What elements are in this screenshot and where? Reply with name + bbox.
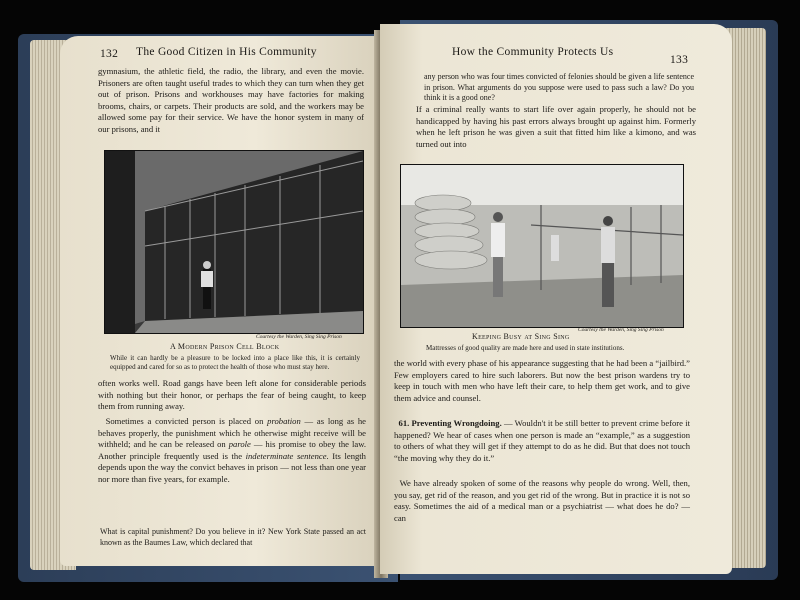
right-figure-caption: Mattresses of good quality are made here and used in state institutions. bbox=[426, 344, 625, 352]
left-figure-courtesy: Courtesy the Warden, Sing Sing Prison bbox=[256, 334, 342, 340]
left-figure-caption: While it can hardly be a pleasure to be locked into a place like this, it is certainly equipped and cared for so as to protect the health of those who must stay here. bbox=[110, 354, 360, 371]
prison-cell-block-photo bbox=[104, 150, 364, 334]
left-paragraph-top: gymnasium, the athletic field, the radio, the library, and even the movie. Prisoners are often taught useful trades to which they can turn when they get out of prison. Prisons and workhouses may have factories for making brooms, chairs, or carpets. Their products are sold, and the workers may be allowed some pay for their service. We have the honor system in many of our prisons, and it bbox=[98, 66, 364, 134]
sing-sing-workshop-photo bbox=[400, 164, 684, 328]
right-paragraph-last: We have already spoken of some of the reasons why people do wrong. Well, then, you say, get rid of the reason, and you get rid of the wrong. But in practice it is not so easy. Sometimes the aid of a medical man or a psychiatrist — what does he do? — can bbox=[394, 478, 690, 523]
left-paragraph-2: Sometimes a convicted person is placed on probation — as long as he behaves properly, the punishment which he otherwise might receive will be withheld; and he can be released on parole — his promise to obey the law. Another principle frequently used is the indeterminate sentence. Its length depends upon the way the convict behaves in prison — not less than one year nor more than five years, for example. bbox=[98, 416, 367, 484]
left-paragraph-1: often works well. Road gangs have been left alone for considerable periods with nothing but their honor, or perhaps the fear of being caught, to keep them from running away. bbox=[98, 378, 366, 412]
right-figure-title: Keeping Busy at Sing Sing bbox=[472, 332, 570, 341]
left-figure-title: A Modern Prison Cell Block bbox=[170, 342, 280, 351]
right-figure-courtesy: Courtesy the Warden, Sing Sing Prison bbox=[578, 327, 664, 333]
section-heading: 61. Preventing Wrongdoing. bbox=[398, 418, 502, 428]
running-head-left: The Good Citizen in His Community bbox=[136, 46, 317, 58]
right-paragraph-1: the world with every phase of his appearance suggesting that he had been a “jailbird.” Few employers cared to hire such laborers. But now the best prison wardens try to keep in touch with men who have left their care, to help them get work, and to give them advice and counsel. bbox=[394, 358, 690, 403]
page-number-left: 132 bbox=[100, 48, 119, 60]
right-page bbox=[380, 24, 732, 574]
left-question: What is capital punishment? Do you believe in it? New York State passed an act known as the Baumes Law, which declared that bbox=[100, 527, 366, 547]
left-page bbox=[60, 36, 386, 566]
running-head-right: How the Community Protects Us bbox=[452, 46, 614, 58]
right-section-61: 61. Preventing Wrongdoing. — Wouldn't it be still better to prevent crime before it happened? We hear of cases when one person is made an “example,” as a suggestion to others of what they will get if they attempt to do as he did. But that does not touch “the moving why they do it.” bbox=[394, 418, 690, 463]
page-number-right: 133 bbox=[670, 54, 689, 66]
right-question-continued: any person who was four times convicted of felonies should be given a life sentence in prison. What arguments do you suppose were used to pass such a law? Do you think it is a good one? bbox=[424, 72, 694, 102]
right-paragraph-top: If a criminal really wants to start life over again properly, he should not be handicapped by having his past errors always brought up against him. Formerly when he left prison he was given a suit that fitted him like a kimono, and was turned out into bbox=[416, 104, 696, 149]
